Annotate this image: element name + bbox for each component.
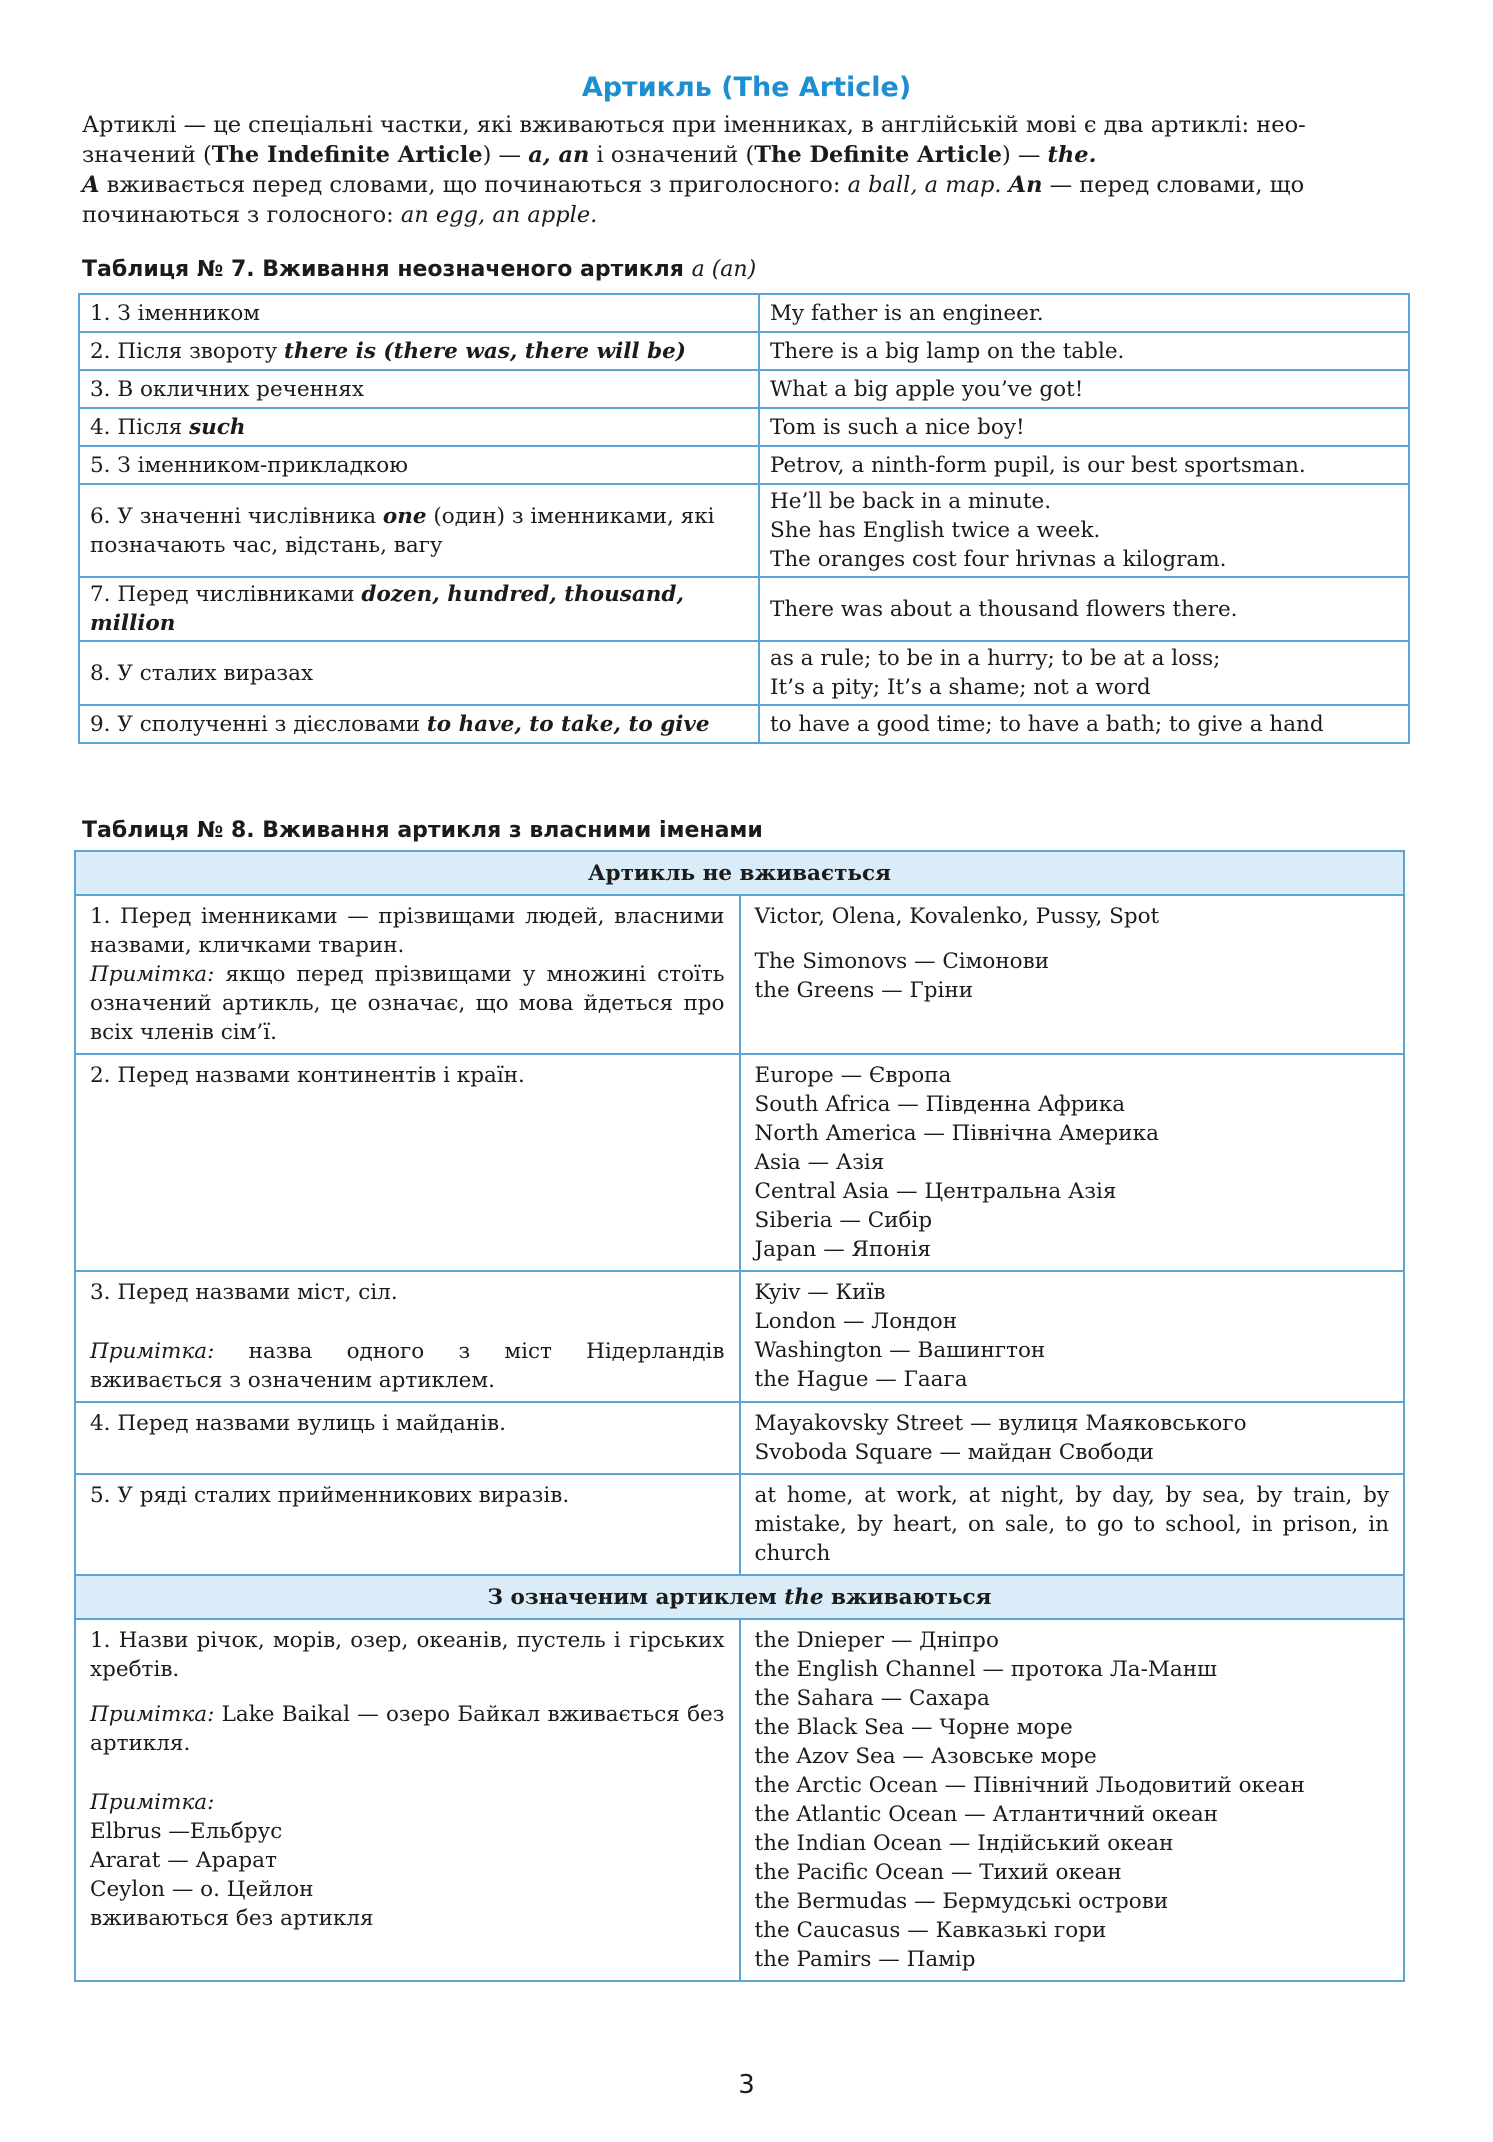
example-line: Washington — Вашингтон: [754, 1338, 1046, 1363]
header-no-article: Артикль не вживається: [75, 851, 1404, 895]
example-line: South Africa — Південна Африка: [754, 1092, 1126, 1117]
note-text: Lake Baikal — озеро Байкал вживається без артикля.: [90, 1702, 725, 1756]
example-text: Petrov, a ninth-form pupil, is our best sportsman.: [770, 452, 1306, 478]
rule-cell: [79, 332, 759, 370]
rule-cell: [75, 895, 740, 1054]
example-cell: [740, 895, 1405, 1054]
table-row: [79, 294, 1409, 332]
spacer: [90, 1758, 725, 1788]
example-text: Tom is such a nice boy!: [770, 414, 1025, 440]
example-line: He’ll be back in a minute.: [770, 489, 1052, 514]
table-row: [75, 1054, 1404, 1271]
term-definite: The Definite Article: [754, 142, 1002, 168]
example-cell: [759, 577, 1409, 641]
rule-cell: [75, 1474, 740, 1575]
example-text: What a big apple you’ve got!: [770, 376, 1084, 402]
rule-text: 5. З іменником-прикладкою: [90, 452, 408, 478]
example-line: the English Channel — протока Ла-Манш: [754, 1657, 1218, 1682]
term-an: An: [1008, 172, 1043, 198]
intro-text: ) —: [1001, 142, 1048, 168]
note-line: Elbrus —Ельбрус: [90, 1819, 283, 1844]
example-cell: [740, 1054, 1405, 1271]
spacer: [755, 931, 1390, 947]
example-text: There is a big lamp on the table.: [770, 338, 1125, 364]
example-text: at home, at work, at night, by day, by sea, by train, by mistake, by heart, on sale, to go to school, in prison, in church: [754, 1483, 1389, 1566]
example-text: to have a good time; to have a bath; to give a hand: [770, 711, 1324, 737]
rule-text: 6. У значенні числівника: [90, 503, 383, 529]
example-an: an egg, an apple.: [400, 202, 598, 228]
example-cell: [740, 1402, 1405, 1474]
term-the: the.: [1047, 142, 1097, 168]
table-row: [75, 1474, 1404, 1575]
example-line: the Bermudas — Бермудські острови: [754, 1889, 1169, 1914]
rule-keyword: to have, to take, to give: [426, 711, 710, 737]
table-row: [79, 332, 1409, 370]
rule-cell: [79, 446, 759, 484]
rule-cell: [75, 1402, 740, 1474]
example-line: Siberia — Сибір: [754, 1208, 933, 1233]
caption-sub: a (an): [691, 257, 757, 282]
note-text: якщо перед прізвищами у множині стоїть означений артикль, це означає, що мова йдеться про всіх членів сім’ї.: [90, 962, 725, 1045]
rule-text: 1. Назви річок, морів, озер, океанів, пустель і гірських хребтів.: [90, 1628, 725, 1682]
example-text: My father is an engineer.: [770, 300, 1044, 326]
term-a-an: a, an: [528, 142, 590, 168]
rule-cell: [79, 641, 759, 705]
example-line: the Arctic Ocean — Північний Льодовитий океан: [754, 1773, 1305, 1798]
example-cell: [759, 294, 1409, 332]
example-line: Kyiv — Київ: [754, 1280, 886, 1305]
example-line: the Atlantic Ocean — Атлантичний океан: [754, 1802, 1218, 1827]
example-a: a ball, a map.: [847, 172, 1002, 198]
table7-caption: [82, 257, 756, 282]
example-line: the Dnieper — Дніпро: [754, 1628, 999, 1653]
rule-text: 1. З іменником: [90, 300, 260, 326]
example-line: It’s a pity; It’s a shame; not a word: [770, 675, 1151, 700]
rule-text: 2. Після звороту: [90, 338, 284, 364]
example-cell: [740, 1474, 1405, 1575]
note-text: назва одного з міст Нідерландів вживається з означеним артиклем.: [90, 1339, 725, 1393]
intro-text: значений (: [82, 142, 212, 168]
intro-text: починаються з голосного:: [82, 202, 401, 228]
rule-text: 4. Після: [90, 414, 190, 440]
intro-text: ) —: [482, 142, 529, 168]
rule-cell: [75, 1054, 740, 1271]
example-line: the Azov Sea — Азовське море: [754, 1744, 1097, 1769]
example-cell: [759, 641, 1409, 705]
rule-text: 9. У сполученні з дієсловами: [90, 711, 427, 737]
table-row: [79, 370, 1409, 408]
rule-text: 3. Перед назвами міст, сіл.: [90, 1280, 398, 1305]
rule-cell: [79, 294, 759, 332]
rule-cell: [79, 577, 759, 641]
intro-text: і означений (: [589, 142, 755, 168]
page-number: 3: [738, 2070, 755, 2100]
rule-note: [90, 1700, 725, 1758]
table-row: [75, 1271, 1404, 1402]
example-cell: [759, 705, 1409, 743]
example-line: The Simonovs — Сімонови: [754, 949, 1050, 974]
table-header-row: [75, 1575, 1404, 1619]
example-line: the Greens — Гріни: [754, 978, 974, 1003]
header-keyword: the: [784, 1584, 824, 1610]
intro-line: [82, 170, 1427, 200]
table8: [74, 850, 1405, 1982]
rule-text: 8. У сталих виразах: [90, 660, 314, 686]
table-row: [75, 1402, 1404, 1474]
rule-keyword: one: [382, 503, 427, 529]
rule-keyword: dozen, hundred, thousand, million: [90, 582, 684, 636]
table-row: [75, 1619, 1404, 1981]
term-indefinite: The Indefinite Article: [211, 142, 483, 168]
header-text: вживаються: [823, 1584, 992, 1610]
table8-caption: Таблиця № 8. Вживання артикля з власними іменами: [82, 818, 763, 843]
rule-text: 2. Перед назвами континентів і країн.: [90, 1063, 525, 1088]
table7: [78, 293, 1410, 744]
example-line: Victor, Olena, Kovalenko, Pussy, Spot: [754, 904, 1160, 929]
note-line: Ararat — Арарат: [90, 1848, 277, 1873]
rule-keyword: such: [189, 414, 246, 440]
rule-cell: [79, 408, 759, 446]
intro-text: вживається перед словами, що починаються з приголосного:: [99, 172, 848, 198]
example-line: the Black Sea — Чорне море: [754, 1715, 1073, 1740]
example-line: Japan — Японія: [754, 1237, 931, 1262]
header-text: З означеним артиклем: [487, 1584, 785, 1610]
note-line: Ceylon — о. Цейлон: [90, 1877, 314, 1902]
intro-line: [82, 140, 1427, 170]
example-line: Asia — Азія: [754, 1150, 885, 1175]
rule-cell: [79, 370, 759, 408]
header-with-the: [75, 1575, 1404, 1619]
intro-paragraph: [82, 110, 1427, 230]
rule-cell: [75, 1271, 740, 1402]
note-line: вживаються без артикля: [90, 1906, 374, 1931]
rule-cell: [79, 484, 759, 577]
rule-cell: [79, 705, 759, 743]
table-row: [79, 641, 1409, 705]
intro-text: Артиклі — це спеціальні частки, які вживаються при іменниках, в англійській мові є два артиклі: нео-: [82, 112, 1306, 138]
section-title: Артикль (The Article): [581, 72, 912, 103]
example-text: There was about a thousand flowers there.: [770, 596, 1238, 622]
rule-note: [90, 960, 725, 1047]
example-line: Svoboda Square — майдан Свободи: [754, 1440, 1154, 1465]
term-a: A: [82, 172, 100, 198]
intro-line: [82, 200, 1427, 230]
example-line: the Indian Ocean — Індійський океан: [754, 1831, 1174, 1856]
rule-text: 4. Перед назвами вулиць і майданів.: [90, 1411, 506, 1436]
example-cell: [759, 484, 1409, 577]
rule-cell: [75, 1619, 740, 1981]
rule-text: (один) з іменниками, які позначають час, відстань, вагу: [90, 503, 715, 558]
intro-text: — перед словами, що: [1042, 172, 1305, 198]
example-line: Central Asia — Центральна Азія: [754, 1179, 1117, 1204]
spacer: [90, 1684, 725, 1700]
example-line: the Sahara — Сахара: [754, 1686, 990, 1711]
table-row: [79, 484, 1409, 577]
example-cell: [740, 1619, 1405, 1981]
example-cell: [759, 332, 1409, 370]
spacer: [90, 1307, 725, 1337]
example-line: the Pacific Ocean — Тихий океан: [754, 1860, 1122, 1885]
rule-text: 1. Перед іменниками — прізвищами людей, власними назвами, кличками тварин.: [90, 904, 725, 958]
example-line: She has English twice a week.: [770, 518, 1101, 543]
intro-line: [82, 110, 1427, 140]
caption-text: Таблиця № 7. Вживання неозначеного артикля: [82, 257, 684, 282]
table-row: [79, 705, 1409, 743]
rule-text: 3. В окличних реченнях: [90, 376, 364, 402]
example-cell: [759, 370, 1409, 408]
example-cell: [759, 408, 1409, 446]
table-row: [79, 446, 1409, 484]
table-row: [79, 577, 1409, 641]
table-row: [79, 408, 1409, 446]
example-cell: [740, 1271, 1405, 1402]
example-line: North America — Північна Америка: [754, 1121, 1159, 1146]
rule-text: 5. У ряді сталих прийменникових виразів.: [90, 1483, 570, 1508]
example-line: London — Лондон: [754, 1309, 958, 1334]
table-header-row: [75, 851, 1404, 895]
note-label: Примітка:: [90, 1702, 215, 1727]
example-line: the Hague — Гаага: [754, 1367, 968, 1392]
note-label: Примітка:: [90, 1339, 215, 1364]
example-line: Mayakovsky Street — вулиця Маяковського: [754, 1411, 1247, 1436]
example-line: Europe — Європа: [754, 1063, 952, 1088]
example-line: the Caucasus — Кавказькі гори: [754, 1918, 1107, 1943]
example-line: The oranges cost four hrivnas a kilogram.: [770, 547, 1227, 572]
table-row: [75, 895, 1404, 1054]
example-cell: [759, 446, 1409, 484]
rule-text: 7. Перед числівниками: [90, 582, 362, 607]
note-label: Примітка:: [90, 962, 215, 987]
intro-text: [1002, 172, 1009, 198]
rule-note: [90, 1337, 725, 1395]
note-label: Примітка:: [90, 1790, 215, 1815]
example-line: as a rule; to be in a hurry; to be at a loss;: [770, 646, 1221, 671]
rule-keyword: there is (there was, there will be): [283, 338, 686, 364]
example-line: the Pamirs — Памір: [754, 1947, 976, 1972]
